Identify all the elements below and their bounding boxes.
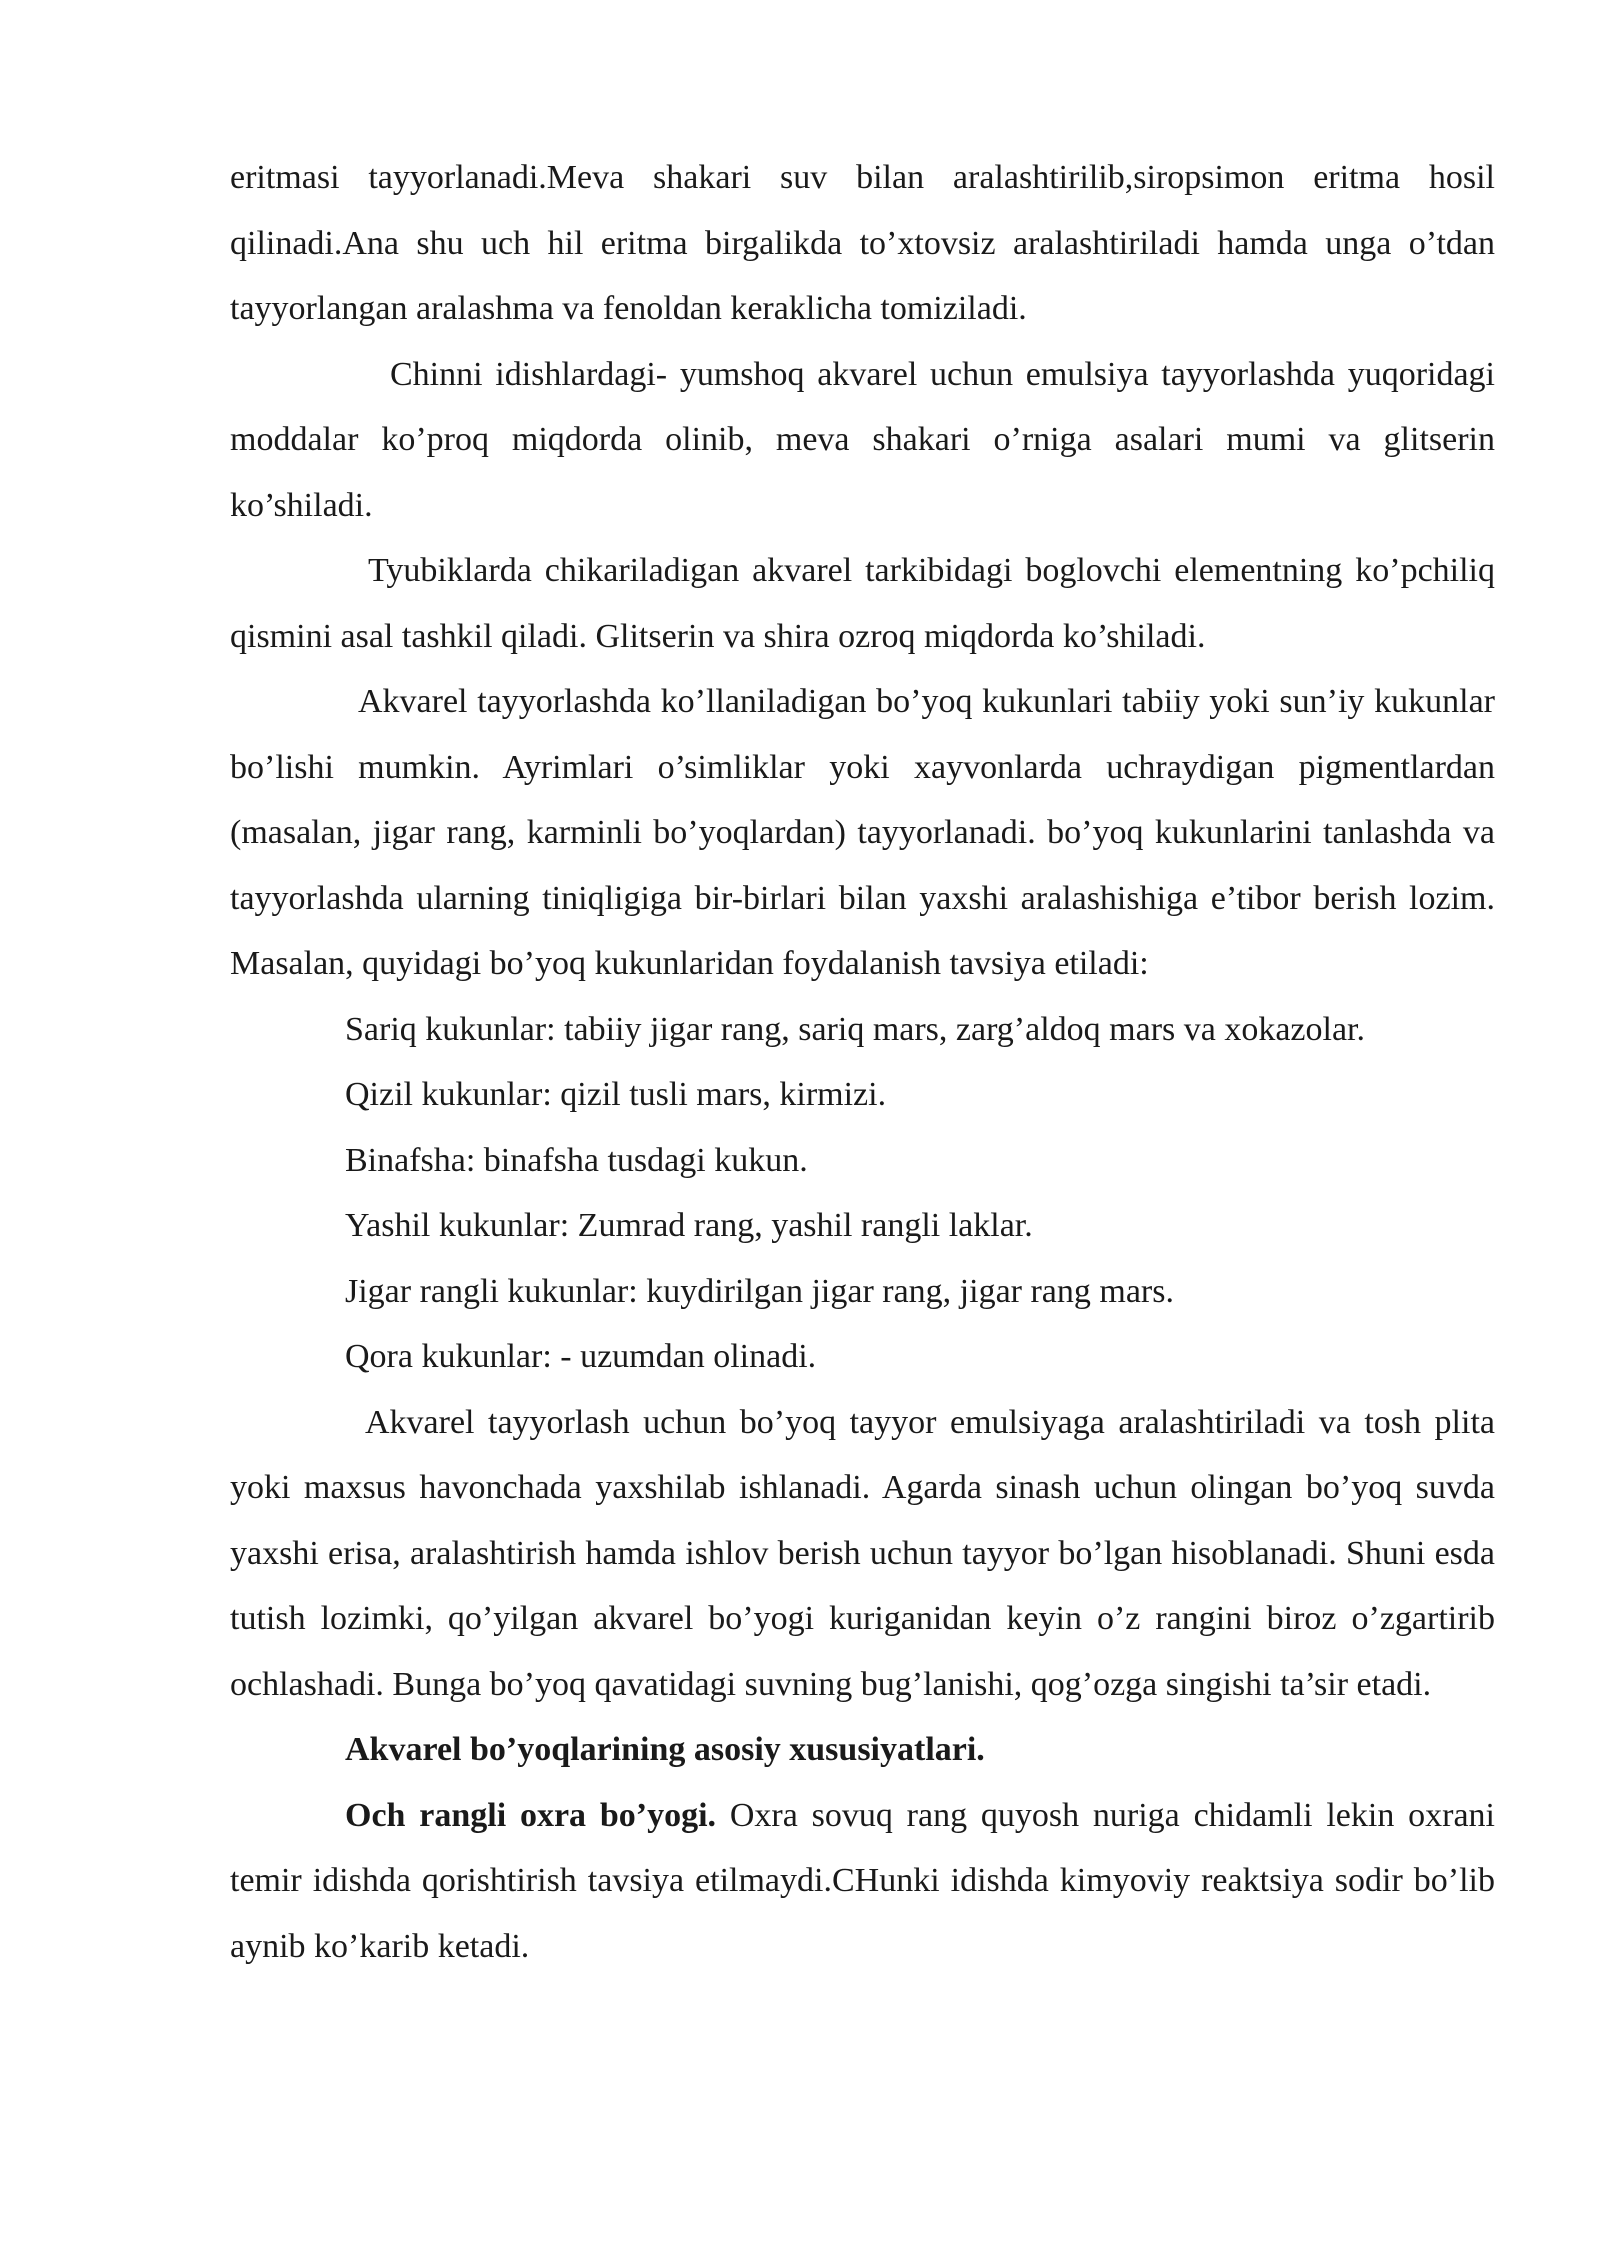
ochre-text: Oxra sovuq rang quyosh nuriga chidamli lekin oxrani temir idishda qorishtirish tavsiya etilmaydi.CHunki idishda kimyoviy reaktsiya sodir bo’lib aynib ko’karib ketadi. xyxy=(230,1796,1495,1965)
list-item: Sariq kukunlar: tabiiy jigar rang, sariq mars, zarg’aldoq mars va xokazolar. xyxy=(345,1010,1365,1048)
paragraph-pigment-powders: Akvarel tayyorlashda ko’llaniladigan bo’yoq kukunlari tabiiy yoki sun’iy kukunlar bo’lishi mumkin. Ayrimlari o’simliklar yoki xayvonlarda uchraydigan pigmentlardan (masalan, jigar rang, karminli bo’yoqlardan) tayyorlanadi. bo’yoq kukunlarini tanlashda va tayyorlashda ularning tiniqligiga bir-birlari bilan yaxshi aralashishiga e’tibor berish lozim. Masalan, quyidagi bo’yoq kukunlaridan foydalanish tavsiya etiladi: xyxy=(230,683,1495,982)
list-item: Qora kukunlar: - uzumdan olinadi. xyxy=(345,1338,817,1375)
list-item: Yashil kukunlar: Zumrad rang, yashil rangli laklar. xyxy=(345,1207,1033,1244)
paragraph-tube-watercolor: Tyubiklarda chikariladigan akvarel tarkibidagi boglovchi elementning ko’pchiliq qismini asal tashkil qiladi. Glitserin va shira ozroq miqdorda ko’shiladi. xyxy=(230,552,1495,655)
ochre-bold-lead: Och rangli oxra bo’yogi. xyxy=(345,1796,717,1834)
paragraph-preparation: Akvarel tayyorlash uchun bo’yoq tayyor emulsiyaga aralashtiriladi va tosh plita yoki maxsus havonchada yaxshilab ishlanadi. Agarda sinash uchun olingan bo’yoq suvda yaxshi erisa, aralashtirish hamda ishlov berish uchun tayyor bo’lgan hisoblanadi. Shuni esda tutish lozimki, qo’yilgan akvarel bo’yogi kuriganidan keyin o’z rangini biroz o’zgartirib ochlashadi. Bunga bo’yoq qavatidagi suvning bug’lanishi, qog’ozga singishi ta’sir etadi. xyxy=(230,1403,1495,1703)
list-item: Jigar rangli kukunlar: kuydirilgan jigar rang, jigar rang mars. xyxy=(345,1272,1174,1310)
pigment-list xyxy=(230,997,1495,1390)
list-item: Binafsha: binafsha tusdagi kukun. xyxy=(345,1141,808,1179)
document-page xyxy=(230,145,1495,1979)
paragraph-emulsion-mixing: eritmasi tayyorlanadi.Meva shakari suv bilan aralashtirilib,siropsimon eritma hosil qilinadi.Ana shu uch hil eritma birgalikda to’xtovsiz aralashtiriladi hamda unga o’tdan tayyorlangan aralashma va fenoldan keraklicha tomiziladi. xyxy=(230,159,1495,327)
paragraph-soft-watercolor: Chinni idishlardagi- yumshoq akvarel uchun emulsiya tayyorlashda yuqoridagi moddalar ko’proq miqdorda olinib, meva shakari o’rniga asalari mumi va glitserin ko’shiladi. xyxy=(230,355,1495,524)
section-heading: Akvarel bo’yoqlarining asosiy xususiyatlari. xyxy=(345,1731,985,1768)
list-item: Qizil kukunlar: qizil tusli mars, kirmizi. xyxy=(345,1076,887,1113)
paragraph-ochre xyxy=(230,1783,1495,1980)
